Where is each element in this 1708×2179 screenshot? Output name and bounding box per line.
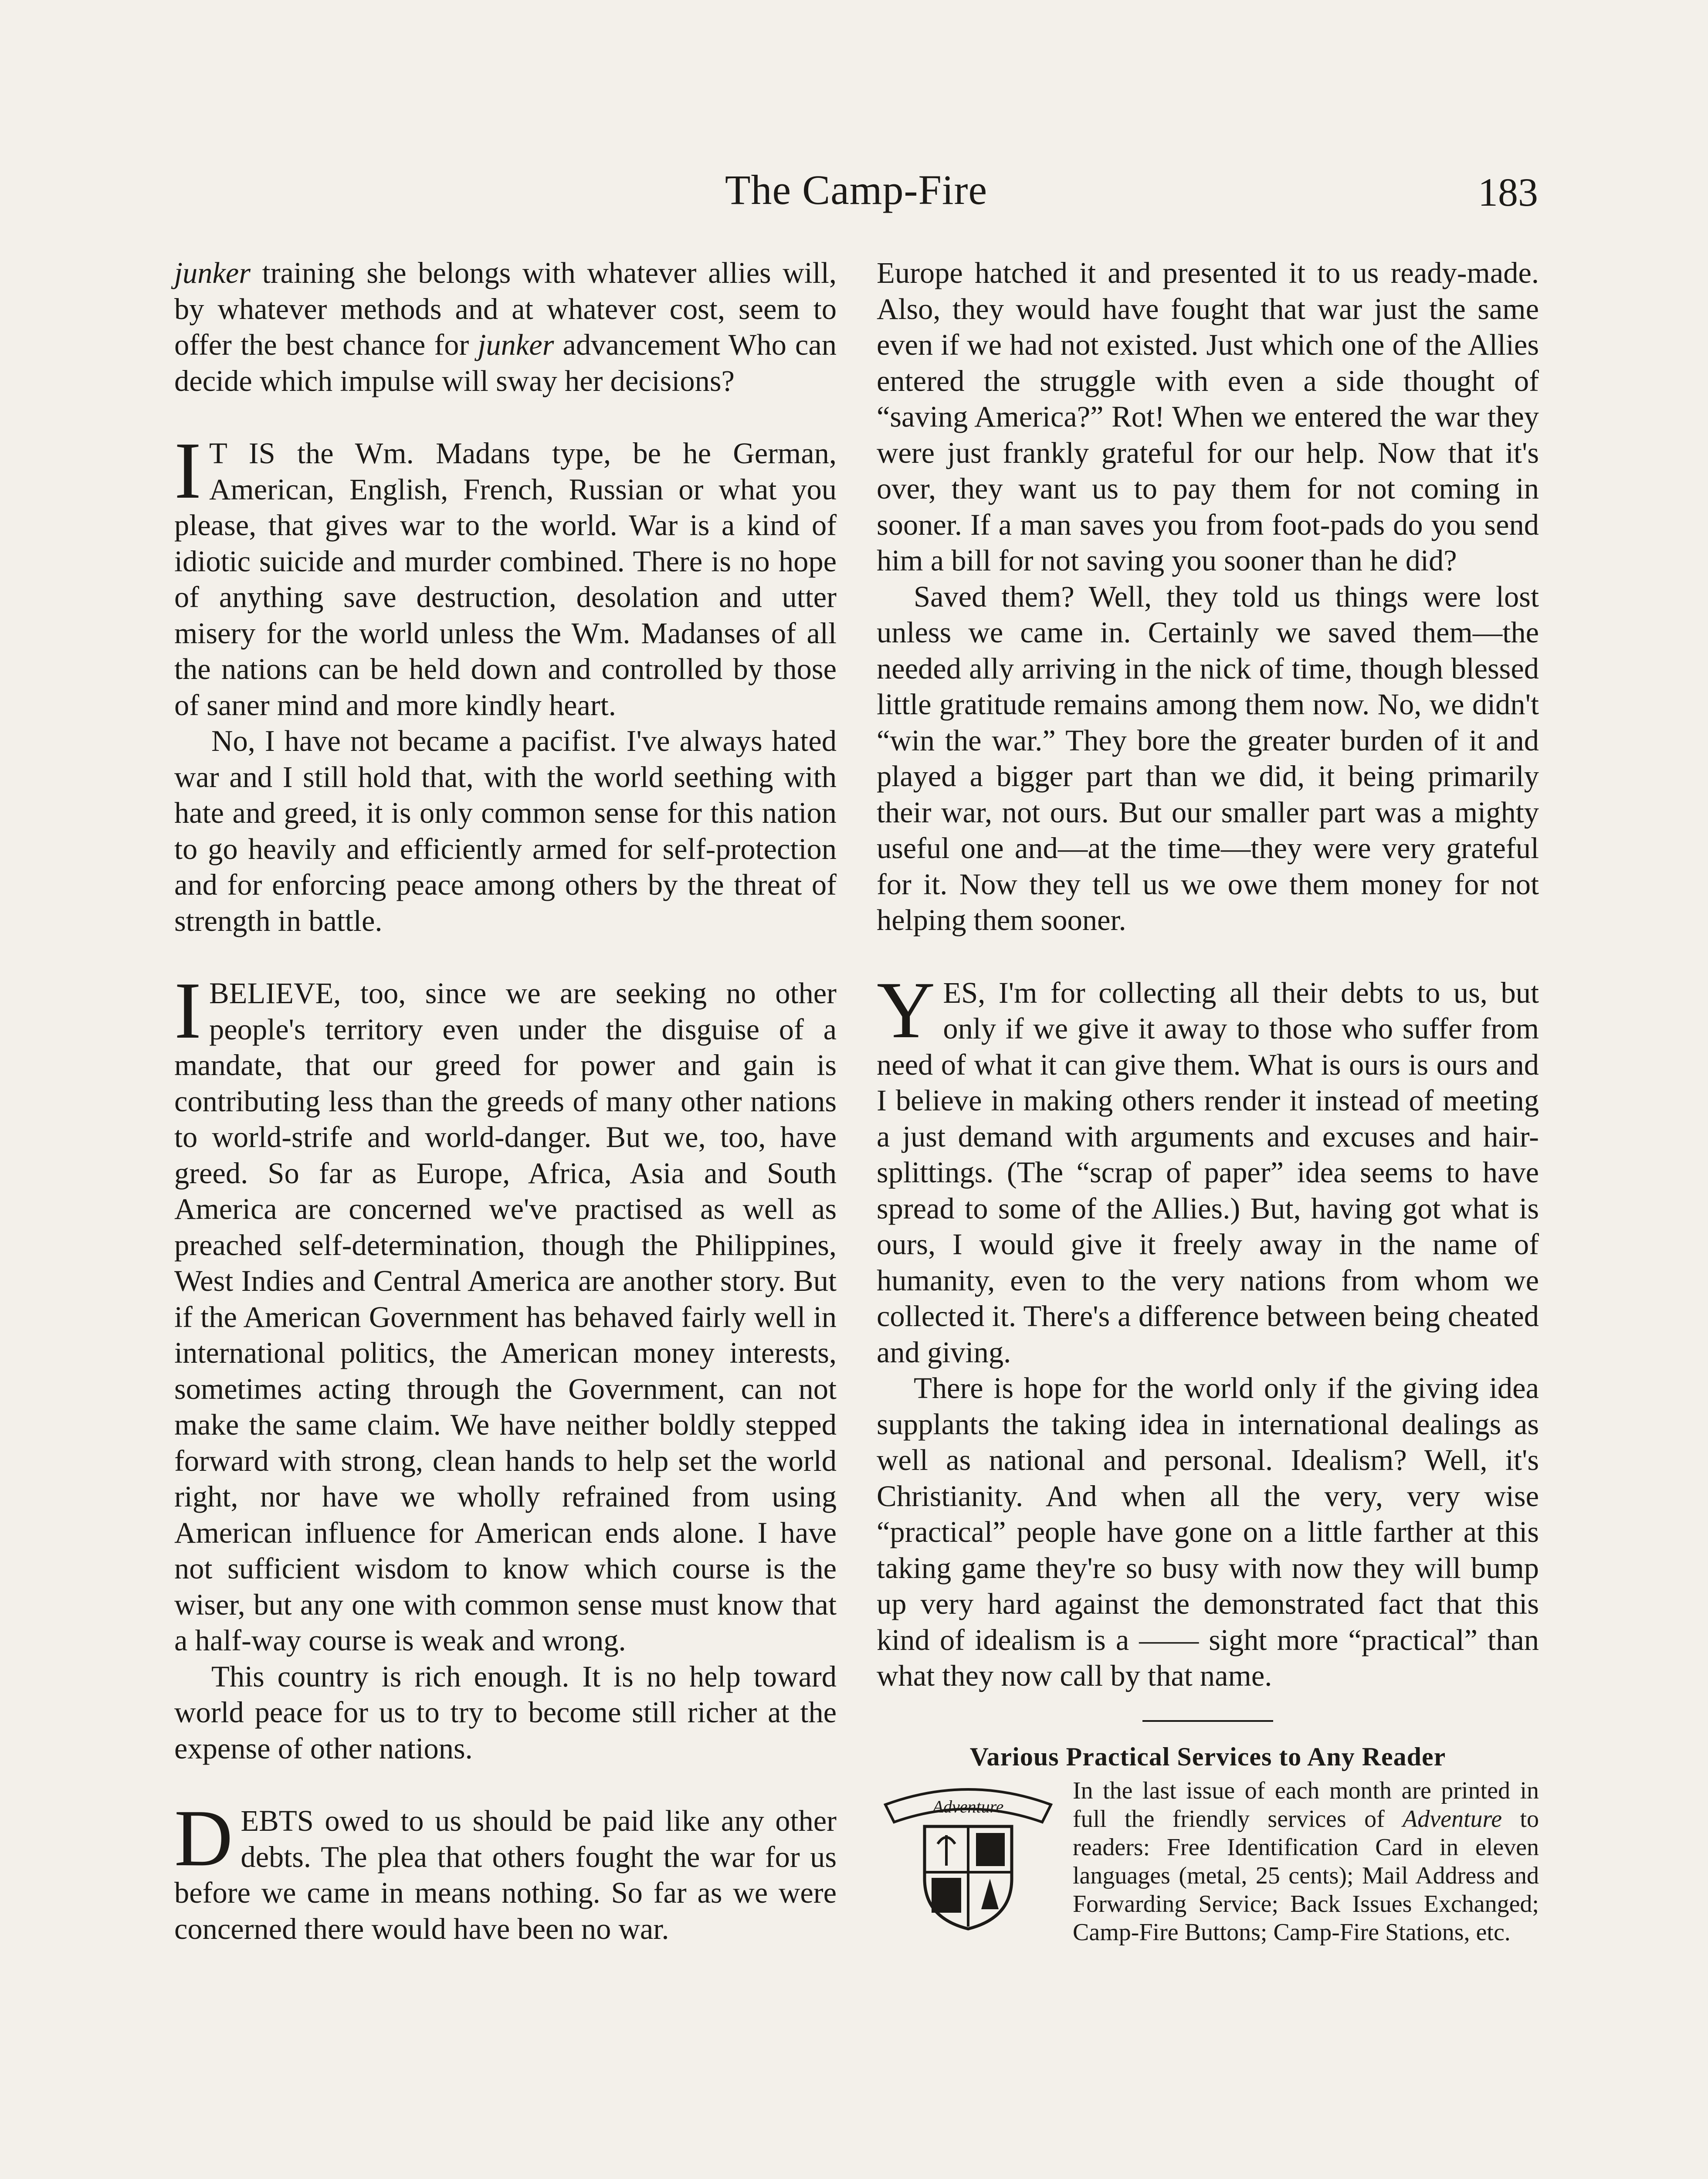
adventure-crest-icon (877, 1778, 1060, 1931)
paragraph-believe (174, 966, 837, 1659)
paragraph-europe: Europe hatched it and presented it to us ready-made. Also, they would have fought that war just the same even if we had not existed. Just which one of the Allies entered the struggle with even a side thought of “saving America?” Rot! When we entered the war they were just frankly grateful for our help. Now that it's over, they want us to pay them for not coming in sooner. If a man saves you from foot-pads do you send him a bill for not saving you sooner than he did? (877, 256, 1539, 577)
services-text: In the last issue of each month are printed in full the friendly services of (1073, 1777, 1539, 1833)
magazine-name: Adventure (1403, 1805, 1502, 1833)
paragraph-debts (174, 1793, 837, 1947)
left-column (174, 255, 837, 1947)
paragraph-text: training she belongs with whatever allies will, by whatever methods and at whatever cost, seem to offer the best chance for (174, 256, 837, 361)
page-number: 183 (1478, 170, 1538, 214)
paragraph-yes (877, 965, 1539, 1371)
drop-cap: Y (877, 965, 935, 1055)
page-header (174, 166, 1538, 227)
paragraph-hope: There is hope for the world only if the giving idea supplants the taking idea in international dealings as well as national and personal. Idealism? Well, it's Christianity. And when all the very, very wise “practical” people have gone on a little farther at this taking game they're so busy with now they will bump up very hard against the demonstrated fact that this kind of idealism is a —— sight more “practical” than what they now call by that name. (877, 1371, 1539, 1692)
drop-cap: I (174, 426, 201, 516)
running-title: The Camp-Fire (725, 166, 988, 213)
paragraph-text: EBTS owed to us should be paid like any other debts. The plea that others fought the war for us before we came in means nothing. So far as we were concerned there would have been no war. (174, 1804, 837, 1945)
paragraph-junker (174, 255, 837, 399)
services-text: to readers: Free Identification Card in eleven languages (metal, 25 cents); Mail Address and Forwarding Service; Back Issues Exchanged; Camp-Fire Buttons; Camp-Fire Stations, etc. (1073, 1805, 1539, 1946)
paragraph-madans (174, 426, 837, 723)
section-divider (1142, 1720, 1273, 1722)
services-heading: Various Practical Services to Any Reader (969, 1742, 1446, 1771)
services-notice (877, 1777, 1539, 1947)
drop-cap: I (174, 966, 201, 1056)
crest-banner-text: Adventure (932, 1796, 1004, 1816)
right-column (877, 255, 1539, 1947)
drop-cap: D (174, 1793, 233, 1883)
paragraph-text: T IS the Wm. Madans type, be he German, American, English, French, Russian or what you please, that gives war to the world. War is a kind of idiotic suicide and murder combined. There is no hope of anything save destruction, desolation and utter misery for the world unless the Wm. Madanses of all the nations can be held down and controlled by those of saner mind and more kindly heart. (174, 437, 837, 722)
italic-word: junker (174, 256, 251, 289)
paragraph-saved: Saved them? Well, they told us things were lost unless we came in. Certainly we saved them—the needed ally arriving in the nick of time, though blessed little gratitude remains among them now. No, we didn't “win the war.” They bore the greater burden of it and played a bigger part than we did, it being primarily their war, not ours. But our smaller part was a mighty useful one and—at the time—they were very grateful for it. Now they tell us we owe them money for not helping them sooner. (877, 580, 1539, 937)
paragraph-text: BELIEVE, too, since we are seeking no other people's territory even under the disguise of a mandate, that our greed for power and gain is contributing less than the greeds of many other nations to world-strife and world-danger. But we, too, have greed. So far as Europe, Africa, Asia and South America are concerned we've practised as well as preached self-determination, though the Philippines, West Indies and Central America are another story. But if the American Government has behaved fairly well in international politics, the American money interests, sometimes acting through the Government, can not make the same claim. We have neither boldly stepped forward with strong, clean hands to help set the world right, nor have we wholly refrained from using American influence for American ends alone. I have not sufficient wisdom to know which course is the wiser, but any one with common sense must know that a half-way course is weak and wrong. (174, 977, 837, 1657)
paragraph-text: advancement Who can decide which impulse will sway her decisions? (174, 328, 837, 397)
paragraph-rich: This country is rich enough. It is no help toward world peace for us to try to become still richer at the expense of other nations. (174, 1660, 837, 1765)
paragraph-pacifist: No, I have not became a pacifist. I've always hated war and I still hold that, with the world seething with hate and greed, it is only common sense for this nation to go heavily and efficiently armed for self-protection and for enforcing peace among others by the threat of strength in battle. (174, 724, 837, 937)
italic-word: junker (478, 328, 554, 361)
paragraph-text: ES, I'm for collecting all their debts to us, but only if we give it away to those who suffer from need of what it can give them. What is ours is ours and I believe in making others render it instead of meeting a just demand with arguments and excuses and hair-splittings. (The “scrap of paper” idea seems to have spread to some of the Allies.) But, having got what is ours, I would give it freely away in the name of humanity, even to the very nations from whom we collected it. There's a difference between being cheated and giving. (877, 976, 1539, 1369)
